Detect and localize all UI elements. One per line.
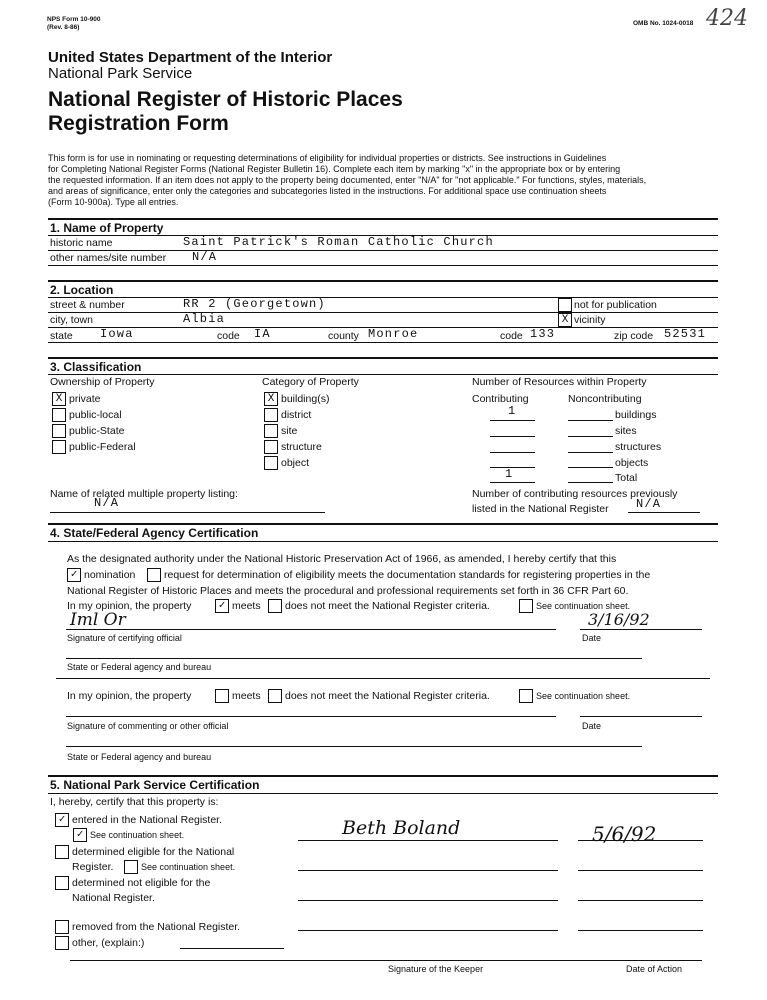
- county-code-label: code: [500, 330, 523, 342]
- rule: [48, 312, 718, 313]
- signature-line: [66, 629, 556, 630]
- rule: [48, 541, 718, 542]
- keeper-line: [298, 840, 558, 841]
- rule: [48, 374, 718, 375]
- previously-listed-value: N/A: [636, 497, 662, 511]
- opinion-label-2: In my opinion, the property: [67, 690, 192, 702]
- ownership-public-federal-label: public-Federal: [69, 441, 136, 453]
- contributing-total: 1: [505, 467, 514, 481]
- blank-line: [490, 420, 535, 421]
- category-district-label: district: [281, 409, 312, 421]
- cert-text-line-3: National Register of Historic Places and meets the procedural and professional requirements set forth in 36 CFR Part 60.: [67, 585, 629, 597]
- city-label: city, town: [50, 314, 93, 326]
- county-label: county: [328, 330, 359, 342]
- instructions-line: the requested information. If an item does not apply to the property being documented, enter "N/A" for "not applicable." For functions, styles, materials,: [48, 175, 647, 185]
- county-value: Monroe: [368, 327, 419, 341]
- section-divider: [48, 775, 718, 777]
- keeper-line: [298, 870, 558, 871]
- resource-row-label: Total: [615, 472, 638, 484]
- other-checkbox[interactable]: [55, 936, 69, 950]
- not-eligible-label-2: National Register.: [72, 892, 155, 904]
- rule: [48, 793, 718, 794]
- ownership-public-local-label: public-local: [69, 409, 122, 421]
- date-label: Date: [582, 633, 602, 643]
- resources-heading: Number of Resources within Property: [472, 376, 647, 388]
- omb-number: OMB No. 1024-0018: [633, 20, 694, 27]
- does-not-meet-checkbox[interactable]: [268, 599, 282, 613]
- contributing-buildings: 1: [508, 404, 517, 418]
- zip-label: zip code: [614, 330, 654, 342]
- category-site-label: site: [281, 425, 298, 437]
- other-names-label: other names/site number: [50, 252, 167, 264]
- historic-name-value: Saint Patrick's Roman Catholic Church: [183, 235, 494, 249]
- nomination-checkbox[interactable]: ✓: [67, 568, 81, 582]
- ownership-public-state-checkbox[interactable]: [52, 424, 66, 438]
- meets-checkbox-2[interactable]: [215, 689, 229, 703]
- category-object-checkbox[interactable]: [264, 456, 278, 470]
- vicinity-label: vicinity: [574, 314, 606, 326]
- resource-row-label: structures: [615, 441, 662, 453]
- city-value: Albia: [183, 312, 226, 326]
- blank-line: [568, 420, 613, 421]
- action-date-label: Date of Action: [626, 964, 683, 974]
- vicinity-checkbox[interactable]: X: [558, 313, 572, 327]
- instructions-line: for Completing National Register Forms (National Register Bulletin 16). Complete each item by marking "x" in the appropriate box or by entering: [48, 164, 621, 174]
- ownership-heading: Ownership of Property: [50, 376, 155, 388]
- blank-line: [490, 452, 535, 453]
- handwritten-number: 424: [706, 6, 748, 31]
- section-5-title: 5. National Park Service Certification: [50, 778, 260, 792]
- action-line: [578, 840, 703, 841]
- state-label: state: [50, 330, 73, 342]
- blank-line: [568, 467, 613, 468]
- continuation-checkbox-2[interactable]: [519, 689, 533, 703]
- other-explain-line: [180, 948, 284, 949]
- determined-eligible-label-1: determined eligible for the National: [72, 846, 235, 858]
- eligible-continuation-checkbox[interactable]: [124, 860, 138, 874]
- category-site-checkbox[interactable]: [264, 424, 278, 438]
- resource-row-label: buildings: [615, 409, 657, 421]
- keeper-signature: Beth Boland: [342, 817, 461, 839]
- county-code-value: 133: [530, 327, 556, 341]
- entered-label: entered in the National Register.: [72, 814, 223, 826]
- contributing-heading: Contributing: [472, 393, 529, 405]
- agency-label-2: State or Federal agency and bureau: [67, 752, 212, 762]
- not-eligible-label-1: determined not eligible for the: [72, 877, 211, 889]
- date-line: [580, 629, 702, 630]
- blank-line: [50, 512, 325, 513]
- instructions-line: This form is for use in nominating or requesting determinations of eligibility for individual properties or districts. See instructions in Guidelines: [48, 153, 607, 163]
- form-title-line1: National Register of Historic Places: [48, 88, 403, 111]
- commenting-signature-label: Signature of commenting or other official: [67, 721, 229, 731]
- not-for-publication-label: not for publication: [574, 299, 657, 311]
- does-not-meet-label-2: does not meet the National Register criteria.: [285, 690, 490, 702]
- category-building-label: building(s): [281, 393, 330, 405]
- category-structure-label: structure: [281, 441, 322, 453]
- zip-value: 52531: [664, 327, 707, 341]
- action-line: [578, 930, 703, 931]
- removed-label: removed from the National Register.: [72, 921, 241, 933]
- street-label: street & number: [50, 299, 125, 311]
- meets-checkbox[interactable]: ✓: [215, 599, 229, 613]
- state-value: Iowa: [100, 327, 134, 341]
- keeper-signature-label: Signature of the Keeper: [388, 964, 484, 974]
- action-date: 5/6/92: [592, 822, 657, 846]
- state-code-label: code: [217, 330, 240, 342]
- determined-eligible-checkbox[interactable]: [55, 845, 69, 859]
- continuation-label: See continuation sheet.: [536, 601, 631, 611]
- cert-text-line-1: As the designated authority under the National Historic Preservation Act of 1966, as amended, I hereby certify that this: [67, 553, 617, 565]
- rule: [48, 250, 718, 251]
- ownership-public-federal-checkbox[interactable]: [52, 440, 66, 454]
- action-line: [578, 900, 703, 901]
- meets-label-2: meets: [232, 690, 261, 702]
- blank-line: [568, 452, 613, 453]
- continuation-checkbox[interactable]: [519, 599, 533, 613]
- entered-checkbox[interactable]: ✓: [55, 813, 69, 827]
- section-3-title: 3. Classification: [50, 360, 142, 374]
- section-1-title: 1. Name of Property: [50, 221, 164, 235]
- agency-line: [66, 658, 642, 659]
- noncontributing-heading: Noncontributing: [568, 393, 642, 405]
- nps-intro: I, hereby, certify that this property is:: [50, 796, 219, 808]
- section-divider: [48, 280, 718, 282]
- continuation-label-2: See continuation sheet.: [536, 691, 631, 701]
- cert-text-line-2: request for determination of eligibility meets the documentation standards for registering properties in the: [164, 569, 651, 581]
- ownership-private-checkbox[interactable]: X: [52, 392, 66, 406]
- not-for-publication-checkbox[interactable]: [558, 298, 572, 312]
- certifying-signature: Iml Or: [70, 610, 126, 630]
- related-listing-value: N/A: [94, 496, 120, 510]
- historic-name-label: historic name: [50, 237, 113, 249]
- bottom-line: [70, 960, 702, 961]
- determination-request-checkbox[interactable]: [147, 568, 161, 582]
- previously-listed-label-2: listed in the National Register: [472, 503, 609, 515]
- not-eligible-checkbox[interactable]: [55, 876, 69, 890]
- section-2-title: 2. Location: [50, 283, 114, 297]
- form-revision: (Rev. 8-86): [47, 24, 80, 31]
- blank-line: [490, 436, 535, 437]
- eligible-continuation-label: See continuation sheet.: [141, 862, 236, 872]
- removed-checkbox[interactable]: [55, 920, 69, 934]
- previously-listed-label-1: Number of contributing resources previously: [472, 488, 678, 500]
- section-divider: [48, 523, 718, 525]
- category-district-checkbox[interactable]: [264, 408, 278, 422]
- blank-line: [490, 482, 535, 483]
- service-name: National Park Service: [48, 65, 193, 82]
- agency-label: State or Federal agency and bureau: [67, 662, 212, 672]
- blank-line: [568, 482, 613, 483]
- keeper-line: [298, 930, 558, 931]
- street-value: RR 2 (Georgetown): [183, 297, 326, 311]
- resource-row-label: sites: [615, 425, 637, 437]
- rule: [56, 678, 710, 679]
- ownership-public-state-label: public-State: [69, 425, 125, 437]
- rule: [48, 342, 718, 343]
- department-name: United States Department of the Interior: [48, 49, 333, 66]
- does-not-meet-label: does not meet the National Register criteria.: [285, 600, 490, 612]
- signature-line: [66, 716, 556, 717]
- action-line: [578, 870, 703, 871]
- state-code-value: IA: [254, 327, 271, 341]
- determined-eligible-label-2: Register.: [72, 861, 114, 873]
- does-not-meet-checkbox-2[interactable]: [268, 689, 282, 703]
- date-label-2: Date: [582, 721, 602, 731]
- certification-date: 3/16/92: [588, 610, 650, 629]
- resource-row-label: objects: [615, 457, 649, 469]
- agency-line: [66, 746, 642, 747]
- section-divider: [48, 218, 718, 220]
- instructions-line: and areas of significance, enter only the categories and subcategories listed in the instructions. For additional space use continuation sheets: [48, 186, 607, 196]
- entered-continuation-checkbox[interactable]: ✓: [73, 828, 87, 842]
- nomination-label: nomination: [84, 569, 136, 581]
- opinion-label: In my opinion, the property: [67, 600, 192, 612]
- instructions-line: (Form 10-900a). Type all entries.: [48, 197, 179, 207]
- keeper-line: [298, 900, 558, 901]
- category-heading: Category of Property: [262, 376, 359, 388]
- related-listing-label: Name of related multiple property listing:: [50, 488, 238, 500]
- form-number: NPS Form 10-900: [47, 16, 101, 23]
- blank-line: [628, 512, 700, 513]
- entered-continuation-label: See continuation sheet.: [90, 830, 185, 840]
- rule: [48, 265, 718, 266]
- category-building-checkbox[interactable]: X: [264, 392, 278, 406]
- other-label: other, (explain:): [72, 937, 145, 949]
- section-divider: [48, 357, 718, 359]
- date-line: [580, 716, 702, 717]
- ownership-public-local-checkbox[interactable]: [52, 408, 66, 422]
- other-names-value: N/A: [192, 250, 218, 264]
- category-object-label: object: [281, 457, 310, 469]
- meets-label: meets: [232, 600, 261, 612]
- rule: [48, 297, 718, 298]
- form-title-line2: Registration Form: [48, 112, 229, 135]
- category-structure-checkbox[interactable]: [264, 440, 278, 454]
- section-4-title: 4. State/Federal Agency Certification: [50, 526, 259, 540]
- certifying-signature-label: Signature of certifying official: [67, 633, 182, 643]
- blank-line: [568, 436, 613, 437]
- ownership-private-label: private: [69, 393, 101, 405]
